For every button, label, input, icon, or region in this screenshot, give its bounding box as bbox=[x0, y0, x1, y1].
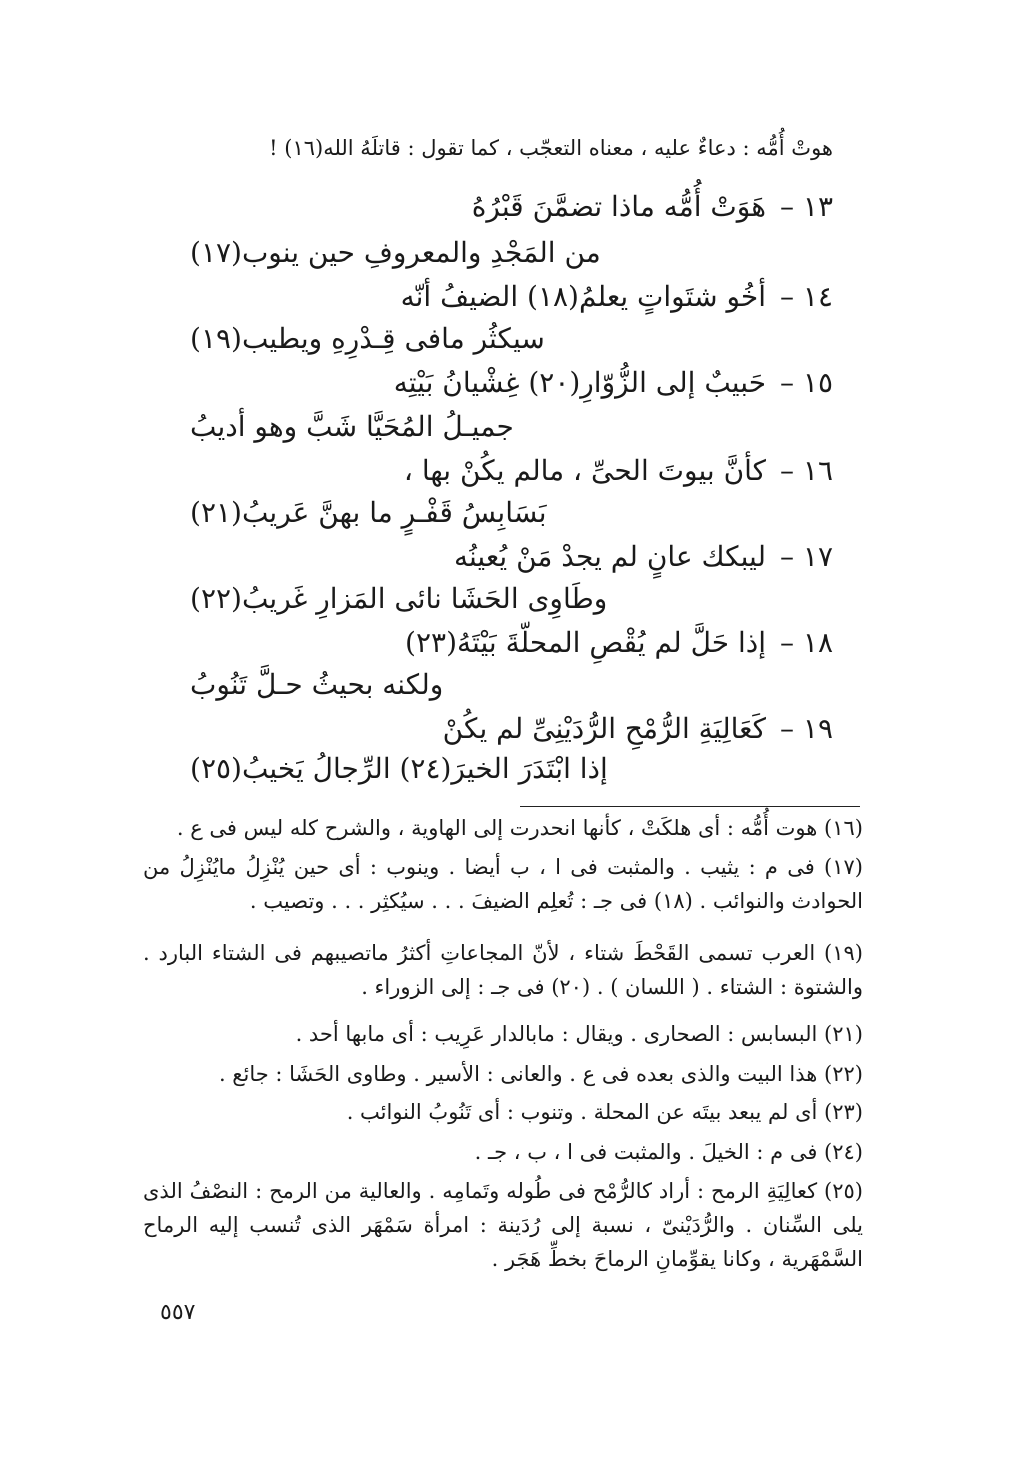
verse-line-first bbox=[401, 280, 833, 313]
verse-line-first bbox=[472, 190, 833, 223]
footnote: (١٦) هوت أُمُّه : أى هلكَتْ ، كأنها انحدرت إلى الهاوية ، والشرح كله ليس فى ع . bbox=[176, 816, 863, 840]
verse-line-first bbox=[394, 366, 833, 399]
footnote-divider bbox=[520, 806, 860, 807]
verse-line-first bbox=[404, 454, 833, 487]
verse-line-first bbox=[443, 712, 833, 745]
footnote: (٢٥) كعالِيَةِ الرمح : أراد كالرُّمْح فى طُوله وتَمامِه . والعالية من الرمح : النصْفُ الذى يلى السِّنان . والرُّدَيْنىّ ، نسبة إلى رُدَينة : امرأة سَمْهَر الذى تُنسب إليه الرماح السَّمْهَرية ، وكانا يقوِّمانِ الرماحَ بخطِّ هَجَر . bbox=[143, 1179, 863, 1271]
verse-sadr: إذا حَلَّ لم يُقْصِ المحلّةَ بَيْتَهُ(٢٣) bbox=[405, 626, 767, 659]
verse-ajuz: سيكثُر مافى قِـدْرِهِ ويطيب(١٩) bbox=[190, 322, 545, 355]
footnote: (١٧) فى م : يثيب . والمثبت فى ا ، ب أيضا . وينوب : أى حين يُنْزِلُ مايُنْزِلُ من الحوادث والنوائب . (١٨) فى جـ : تُعلِم الضيفَ . . . سيُكثِر . . . وتصيب . bbox=[143, 855, 863, 913]
verse-ajuz: جميـلُ المُحَيَّا شَبَّ وهو أديبُ bbox=[190, 410, 514, 443]
verse-number: ١٤ – bbox=[780, 280, 833, 313]
verse-ajuz: ولكنه بحيثُ حـلَّ تَنُوبُ bbox=[190, 668, 444, 701]
verse-sadr: ليبكك عانٍ لم يجدْ مَنْ يُعينُه bbox=[453, 540, 767, 573]
verse-line-first bbox=[454, 540, 833, 573]
intro-line: هوتْ أُمُّه : دعاءٌ عليه ، معناه التعجّب ، كما تقول : قاتلَهُ الله(١٦) ! bbox=[269, 136, 833, 160]
verse-number: ١٧ – bbox=[780, 540, 833, 573]
verse-line-first bbox=[405, 626, 833, 659]
footnote: (١٩) العرب تسمى القَحْطَ شتاء ، لأنّ المجاعاتِ أكثرُ ماتصيبهم فى الشتاء البارد . والشتوة : الشتاء . ( اللسان ) . (٢٠) فى جـ : إلى الزوراء . bbox=[143, 941, 863, 999]
footnote: (٢٢) هذا البيت والذى بعده فى ع . والعانى : الأسير . وطاوى الحَشَا : جائع . bbox=[218, 1062, 863, 1086]
footnote: (٢٣) أى لم يبعد بيتَه عن المحلة . وتنوب : أى تَنُوبُ النوائب . bbox=[346, 1100, 863, 1124]
footnote: (٢١) البسابس : الصحارى . ويقال : مابالدار عَرِيب : أى مابها أحد . bbox=[295, 1022, 863, 1046]
verse-ajuz: إذا ابْتَدَرَ الخيرَ(٢٤) الرِّجالُ يَخيبُ(٢٥) bbox=[190, 752, 608, 785]
verse-sadr: كَعَالِيَةِ الرُّمْحِ الرُّدَيْنِىِّ لم يكُنْ bbox=[442, 712, 767, 745]
page-number: ٥٥٧ bbox=[160, 1300, 196, 1325]
verse-sadr: كأنَّ بيوتَ الحىِّ ، مالم يكُنْ بها ، bbox=[403, 454, 767, 487]
footnote: (٢٤) فى م : الخيلَ . والمثبت فى ا ، ب ، جـ . bbox=[474, 1140, 863, 1164]
verse-number: ١٦ – bbox=[780, 454, 833, 487]
verse-ajuz: من المَجْدِ والمعروفِ حين ينوب(١٧) bbox=[190, 236, 601, 269]
verse-ajuz: وطَاوِى الحَشَا نائى المَزارِ غَريبُ(٢٢) bbox=[190, 582, 608, 615]
verse-number: ١٥ – bbox=[780, 366, 833, 399]
verse-sadr: حَبيبٌ إلى الزُّوّارِ(٢٠) غِشْيانُ بَيْتِه bbox=[393, 366, 767, 399]
verse-number: ١٨ – bbox=[780, 626, 833, 659]
verse-number: ١٣ – bbox=[780, 190, 833, 223]
verse-sadr: أخُو شتَواتٍ يعلمُ(١٨) الضيفُ أنّه bbox=[400, 280, 767, 313]
verse-ajuz: بَسَابِسُ قَفْـرٍ ما بهنَّ عَريبُ(٢١) bbox=[190, 496, 547, 529]
verse-number: ١٩ – bbox=[780, 712, 833, 745]
verse-sadr: هَوَتْ أُمُّه ماذا تضمَّنَ قَبْرُهُ bbox=[471, 190, 767, 223]
